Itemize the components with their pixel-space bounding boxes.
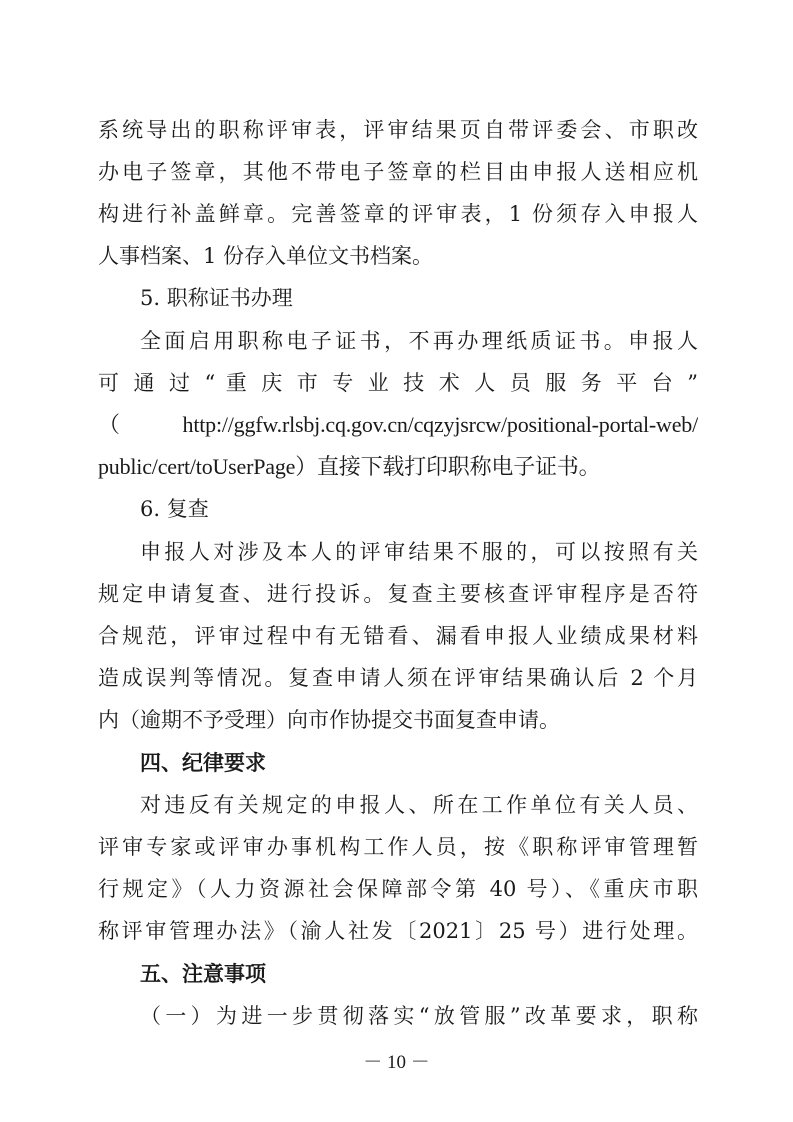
body-line-3: 构进行补盖鲜章。完善签章的评审表，1 份须存入申报人 [98, 202, 698, 226]
body-line-11: 申报人对涉及本人的评审结果不服的，可以按照有关 [140, 540, 698, 564]
body-line-15: 内（逾期不予受理）向市作协提交书面复查申请。 [98, 708, 560, 732]
body-line-20: 称评审管理办法》（渝人社发〔2021〕25 号）进行处理。 [98, 919, 698, 943]
body-line-13: 合规范，评审过程中有无错看、漏看申报人业绩成果材料 [98, 624, 698, 648]
body-line-18: 评审专家或评审办事机构工作人员，按《职称评审管理暂 [98, 835, 698, 859]
body-line-19: 行规定》（人力资源社会保障部令第 40 号）、《重庆市职 [98, 877, 698, 901]
url-line-1: （ http://ggfw.rlsbj.cq.gov.cn/cqzyjsrcw/positional-portal-web/ [98, 412, 698, 437]
body-line-4: 人事档案、1 份存入单位文书档案。 [98, 244, 434, 268]
section-heading-5: 5. 职称证书办理 [140, 286, 293, 310]
body-line-7: 可 通 过 “ 重 庆 市 专 业 技 术 人 员 服 务 平 台 ” [98, 371, 698, 395]
url-line-2: public/cert/toUserPage）直接下载打印职称电子证书。 [98, 454, 601, 479]
body-line-22: （一）为进一步贯彻落实“放管服”改革要求，职称 [140, 1004, 698, 1028]
body-line-17: 对违反有关规定的申报人、所在工作单位有关人员、 [140, 793, 698, 817]
body-line-6: 全面启用职称电子证书，不再办理纸质证书。申报人 [140, 329, 698, 353]
body-line-1: 系统导出的职称评审表，评审结果页自带评委会、市职改 [98, 118, 698, 142]
body-line-12: 规定申请复查、进行投诉。复查主要核查评审程序是否符 [98, 582, 698, 606]
heading-discipline: 四、纪律要求 [140, 751, 266, 775]
heading-notes: 五、注意事项 [140, 962, 266, 986]
body-line-2: 办电子签章，其他不带电子签章的栏目由申报人送相应机 [98, 160, 698, 184]
body-line-14: 造成误判等情况。复查申请人须在评审结果确认后 2 个月 [98, 666, 698, 690]
section-heading-6: 6. 复查 [140, 497, 209, 521]
page-number: － 10 － [363, 1052, 430, 1073]
